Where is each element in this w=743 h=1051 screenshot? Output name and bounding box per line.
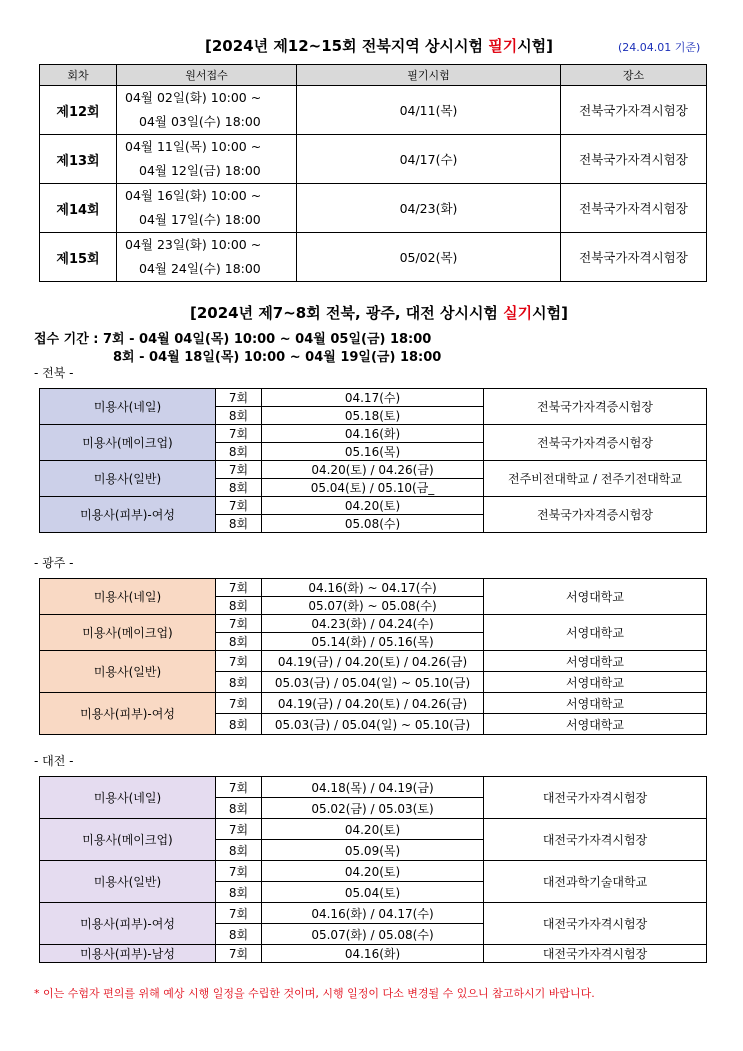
jeonbuk-practical-table bbox=[39, 388, 707, 533]
place-cell: 전북국가자격증시험장 bbox=[484, 425, 707, 461]
place-cell: 대전국가자격시험장 bbox=[484, 777, 707, 819]
round-cell: 7회 bbox=[216, 819, 262, 840]
table-row bbox=[40, 861, 707, 882]
table-row bbox=[40, 461, 707, 479]
table-row bbox=[40, 497, 707, 515]
date-cell: 04.16(화) ~ 04.17(수) bbox=[262, 579, 484, 597]
exam-date-cell: 04/17(수) bbox=[297, 135, 561, 184]
table-row bbox=[40, 945, 707, 963]
category-cell: 미용사(네일) bbox=[40, 389, 216, 425]
category-cell: 미용사(피부)-여성 bbox=[40, 693, 216, 735]
header-place: 장소 bbox=[561, 65, 707, 86]
date-cell: 05.14(화) / 05.16(목) bbox=[262, 633, 484, 651]
round-cell: 8회 bbox=[216, 882, 262, 903]
written-title: [2024년 제12~15회 전북지역 상시시험 필기시험] bbox=[205, 37, 554, 55]
round-cell: 제13회 bbox=[40, 135, 117, 184]
place-cell: 전북국가자격시험장 bbox=[561, 86, 707, 135]
date-cell: 05.03(금) / 05.04(일) ~ 05.10(금) bbox=[262, 714, 484, 735]
exam-date-cell: 04/11(목) bbox=[297, 86, 561, 135]
category-cell: 미용사(피부)-여성 bbox=[40, 903, 216, 945]
region-label-jeonbuk: - 전북 - bbox=[34, 366, 74, 380]
region-label-daejeon: - 대전 - bbox=[34, 754, 74, 768]
round-cell: 7회 bbox=[216, 903, 262, 924]
place-cell: 서영대학교 bbox=[484, 615, 707, 651]
place-cell: 전북국가자격시험장 bbox=[561, 233, 707, 282]
date-cell: 05.07(화) ~ 05.08(수) bbox=[262, 597, 484, 615]
round-cell: 7회 bbox=[216, 389, 262, 407]
table-row bbox=[40, 389, 707, 407]
table-row bbox=[40, 615, 707, 633]
round-cell: 7회 bbox=[216, 425, 262, 443]
date-cell: 04.19(금) / 04.20(토) / 04.26(금) bbox=[262, 651, 484, 672]
round-cell: 7회 bbox=[216, 461, 262, 479]
date-cell: 04.16(화) bbox=[262, 945, 484, 963]
table-row bbox=[40, 819, 707, 840]
round-cell: 8회 bbox=[216, 515, 262, 533]
place-cell: 전북국가자격증시험장 bbox=[484, 497, 707, 533]
round-cell: 8회 bbox=[216, 840, 262, 861]
date-cell: 04.20(토) bbox=[262, 819, 484, 840]
round-cell: 7회 bbox=[216, 945, 262, 963]
place-cell: 서영대학교 bbox=[484, 651, 707, 672]
place-cell: 전북국가자격시험장 bbox=[561, 135, 707, 184]
round-cell: 7회 bbox=[216, 497, 262, 515]
exam-date-cell: 05/02(목) bbox=[297, 233, 561, 282]
place-cell: 서영대학교 bbox=[484, 693, 707, 714]
round-cell: 제15회 bbox=[40, 233, 117, 282]
date-cell: 05.03(금) / 05.04(일) ~ 05.10(금) bbox=[262, 672, 484, 693]
header-apply: 원서접수 bbox=[117, 65, 297, 86]
table-row bbox=[40, 184, 707, 233]
round-cell: 8회 bbox=[216, 798, 262, 819]
application-period-7: 접수 기간 : 7회 - 04월 04일(목) 10:00 ~ 04월 05일(금) 18:00 bbox=[34, 332, 432, 347]
place-cell: 전북국가자격시험장 bbox=[561, 184, 707, 233]
round-cell: 7회 bbox=[216, 579, 262, 597]
date-cell: 04.20(토) bbox=[262, 861, 484, 882]
category-cell: 미용사(일반) bbox=[40, 651, 216, 693]
date-cell: 05.18(토) bbox=[262, 407, 484, 425]
category-cell: 미용사(메이크업) bbox=[40, 819, 216, 861]
exam-date-cell: 04/23(화) bbox=[297, 184, 561, 233]
round-cell: 8회 bbox=[216, 714, 262, 735]
region-label-gwangju: - 광주 - bbox=[34, 556, 74, 570]
date-cell: 04.19(금) / 04.20(토) / 04.26(금) bbox=[262, 693, 484, 714]
date-cell: 04.20(토) bbox=[262, 497, 484, 515]
table-row bbox=[40, 425, 707, 443]
round-cell: 8회 bbox=[216, 479, 262, 497]
written-exam-table bbox=[39, 64, 707, 282]
gwangju-practical-table bbox=[39, 578, 707, 735]
table-row bbox=[40, 777, 707, 798]
apply-period-cell: 04월 23일(화) 10:00 ~ 04월 24일(수) 18:00 bbox=[117, 233, 297, 282]
category-cell: 미용사(네일) bbox=[40, 777, 216, 819]
place-cell: 대전국가자격시험장 bbox=[484, 945, 707, 963]
date-cell: 04.17(수) bbox=[262, 389, 484, 407]
date-cell: 05.02(금) / 05.03(토) bbox=[262, 798, 484, 819]
round-cell: 제14회 bbox=[40, 184, 117, 233]
apply-period-cell: 04월 02일(화) 10:00 ~ 04월 03일(수) 18:00 bbox=[117, 86, 297, 135]
category-cell: 미용사(메이크업) bbox=[40, 425, 216, 461]
round-cell: 7회 bbox=[216, 615, 262, 633]
table-row bbox=[40, 135, 707, 184]
category-cell: 미용사(피부)-여성 bbox=[40, 497, 216, 533]
table-row bbox=[40, 579, 707, 597]
round-cell: 7회 bbox=[216, 651, 262, 672]
round-cell: 7회 bbox=[216, 777, 262, 798]
round-cell: 8회 bbox=[216, 443, 262, 461]
application-period-8: 8회 - 04월 18일(목) 10:00 ~ 04월 19일(금) 18:00 bbox=[113, 350, 442, 365]
round-cell: 7회 bbox=[216, 693, 262, 714]
date-cell: 05.08(수) bbox=[262, 515, 484, 533]
round-cell: 7회 bbox=[216, 861, 262, 882]
date-cell: 05.09(목) bbox=[262, 840, 484, 861]
table-row bbox=[40, 86, 707, 135]
round-cell: 제12회 bbox=[40, 86, 117, 135]
date-cell: 05.16(목) bbox=[262, 443, 484, 461]
place-cell: 서영대학교 bbox=[484, 672, 707, 693]
place-cell: 전북국가자격증시험장 bbox=[484, 389, 707, 425]
footnote: * 이는 수험자 편의를 위해 예상 시행 일정을 수립한 것이며, 시행 일정이 다소 변경될 수 있으니 참고하시기 바랍니다. bbox=[34, 987, 595, 1000]
table-header-row bbox=[40, 65, 707, 86]
place-cell: 서영대학교 bbox=[484, 714, 707, 735]
date-cell: 05.04(토) bbox=[262, 882, 484, 903]
table-row bbox=[40, 693, 707, 714]
round-cell: 8회 bbox=[216, 633, 262, 651]
round-cell: 8회 bbox=[216, 672, 262, 693]
practical-title: [2024년 제7~8회 전북, 광주, 대전 상시시험 실기시험] bbox=[190, 304, 568, 322]
category-cell: 미용사(피부)-남성 bbox=[40, 945, 216, 963]
place-cell: 대전국가자격시험장 bbox=[484, 819, 707, 861]
date-cell: 04.16(화) / 04.17(수) bbox=[262, 903, 484, 924]
daejeon-practical-table bbox=[39, 776, 707, 963]
round-cell: 8회 bbox=[216, 924, 262, 945]
as-of-date: (24.04.01 기준) bbox=[618, 41, 701, 54]
header-exam-date: 필기시험 bbox=[297, 65, 561, 86]
date-cell: 04.16(화) bbox=[262, 425, 484, 443]
category-cell: 미용사(네일) bbox=[40, 579, 216, 615]
category-cell: 미용사(메이크업) bbox=[40, 615, 216, 651]
date-cell: 05.04(토) / 05.10(금_ bbox=[262, 479, 484, 497]
date-cell: 05.07(화) / 05.08(수) bbox=[262, 924, 484, 945]
place-cell: 대전국가자격시험장 bbox=[484, 903, 707, 945]
place-cell: 전주비전대학교 / 전주기전대학교 bbox=[484, 461, 707, 497]
table-row bbox=[40, 651, 707, 672]
header-round: 회차 bbox=[40, 65, 117, 86]
place-cell: 서영대학교 bbox=[484, 579, 707, 615]
category-cell: 미용사(일반) bbox=[40, 861, 216, 903]
date-cell: 04.20(토) / 04.26(금) bbox=[262, 461, 484, 479]
category-cell: 미용사(일반) bbox=[40, 461, 216, 497]
table-row bbox=[40, 233, 707, 282]
date-cell: 04.23(화) / 04.24(수) bbox=[262, 615, 484, 633]
apply-period-cell: 04월 11일(목) 10:00 ~ 04월 12일(금) 18:00 bbox=[117, 135, 297, 184]
place-cell: 대전과학기술대학교 bbox=[484, 861, 707, 903]
round-cell: 8회 bbox=[216, 597, 262, 615]
apply-period-cell: 04월 16일(화) 10:00 ~ 04월 17일(수) 18:00 bbox=[117, 184, 297, 233]
date-cell: 04.18(목) / 04.19(금) bbox=[262, 777, 484, 798]
round-cell: 8회 bbox=[216, 407, 262, 425]
table-row bbox=[40, 903, 707, 924]
